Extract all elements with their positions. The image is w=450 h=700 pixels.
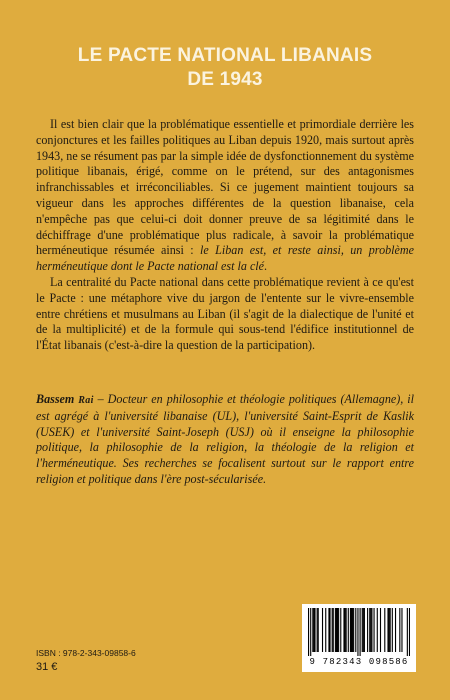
barcode-bar [335, 608, 336, 652]
author-last-name: Rai [78, 395, 94, 406]
barcode-bar [317, 608, 318, 652]
barcode-bar [350, 608, 351, 652]
summary-paragraph-1-text: Il est bien clair que la problématique essentielle et primordiale derrière les conjonctures et les failles politiques au Liban depuis 1920, mais surtout après 1943, ne se résument pas par la simple idée de dysfonctionnement du système politique libanais, érigé, comme on le prétend, sur des antagonismes infranchissables et irréconciliables. Si ce jugement maintient toujours sa vigueur dans les approches différentes de la question libanaise, cela n'empêche pas que celui-ci doit donner preuve de sa légitimité dans le déchiffrage d'une problématique plus radicale, à savoir la problématique herméneutique résumée ainsi : [36, 117, 414, 258]
barcode-bar [332, 608, 333, 652]
barcode [302, 604, 416, 672]
barcode-bars [308, 608, 410, 656]
barcode-bar [318, 608, 319, 652]
barcode-bar [389, 608, 390, 652]
barcode-bar [325, 608, 326, 652]
author-first-name: Bassem [36, 392, 79, 406]
barcode-bar [390, 608, 391, 652]
barcode-bar [384, 608, 385, 652]
barcode-bar [312, 608, 313, 652]
barcode-bar [362, 608, 363, 652]
barcode-bar [352, 608, 353, 652]
barcode-bar [337, 608, 338, 652]
cover-title-line-1: LE PACTE NATIONAL LIBANAIS [77, 45, 373, 66]
summary-text [36, 117, 414, 354]
barcode-bar [313, 608, 314, 652]
barcode-bar [360, 608, 361, 656]
summary-paragraph-2: La centralité du Pacte national dans cette problématique revient à ce qu'est le Pacte : une métaphore vive du jargon de l'entente sur le vivre-ensemble entre chrétiens et musulmans au Liban (il s'agit de la dialectique de l'unité et de la multiplicité) et de la formule qui sous-tend l'édifice institutionnel de l'État libanais (c'est-à-dire la question de la participation). [36, 274, 414, 353]
barcode-bar [401, 608, 402, 652]
author-bio [36, 392, 414, 488]
summary-paragraph-1-italic: le Liban est, et reste ainsi, un problème herméneutique dont le Pacte national est la clé [36, 243, 414, 274]
barcode-bar [328, 608, 329, 652]
barcode-bar [395, 608, 396, 652]
barcode-bar [363, 608, 364, 652]
barcode-bar [364, 608, 365, 652]
barcode-bar [310, 608, 311, 656]
barcode-bar [392, 608, 393, 652]
barcode-bar [336, 608, 337, 652]
barcode-bar [370, 608, 371, 652]
barcode-bar [348, 608, 349, 652]
barcode-bar [345, 608, 346, 652]
barcode-bar [329, 608, 330, 652]
barcode-bar [338, 608, 339, 652]
barcode-bar [367, 608, 368, 652]
barcode-bar [308, 608, 309, 656]
barcode-bar [343, 608, 344, 652]
barcode-bar [369, 608, 370, 652]
summary-paragraph-1-end: . [264, 259, 268, 274]
cover-title-line-2: DE 1943 [187, 69, 263, 90]
summary-paragraph-1 [36, 117, 414, 275]
barcode-bar [340, 608, 341, 652]
barcode-bar [333, 608, 334, 652]
barcode-bar [346, 608, 347, 652]
author-bio-text: – Docteur en philosophie et théologie politiques (Allemagne), il est agrégé à l'université libanaise (UL), l'université Saint-Esprit de Kaslik (USEK) et l'université Saint-Joseph (USJ) où il enseigne la philosophie politique, la philosophie de la religion, la théologie de la religion et l'herméneutique. Ses recherches se focalisent surtout sur le rapport entre religion et politique dans l'ère post-sécularisée. [36, 392, 415, 486]
barcode-bar [377, 608, 378, 652]
barcode-bar [371, 608, 372, 652]
barcode-bar [387, 608, 388, 652]
barcode-bar [322, 608, 323, 652]
cover-title [0, 44, 450, 92]
barcode-bar [380, 608, 381, 652]
barcode-bar [314, 608, 315, 652]
barcode-bar [357, 608, 358, 656]
barcode-bar [373, 608, 374, 652]
barcode-bar [409, 608, 410, 656]
barcode-bar [351, 608, 352, 652]
barcode-bar [355, 608, 356, 652]
isbn-label: ISBN : 978-2-343-09858-6 [36, 648, 136, 658]
barcode-bar [407, 608, 408, 656]
barcode-digits: 9 782343 098586 [309, 657, 409, 667]
author-name [36, 392, 94, 406]
barcode-bar [399, 608, 400, 652]
barcode-bar [353, 608, 354, 652]
price-label: 31 € [36, 661, 58, 673]
